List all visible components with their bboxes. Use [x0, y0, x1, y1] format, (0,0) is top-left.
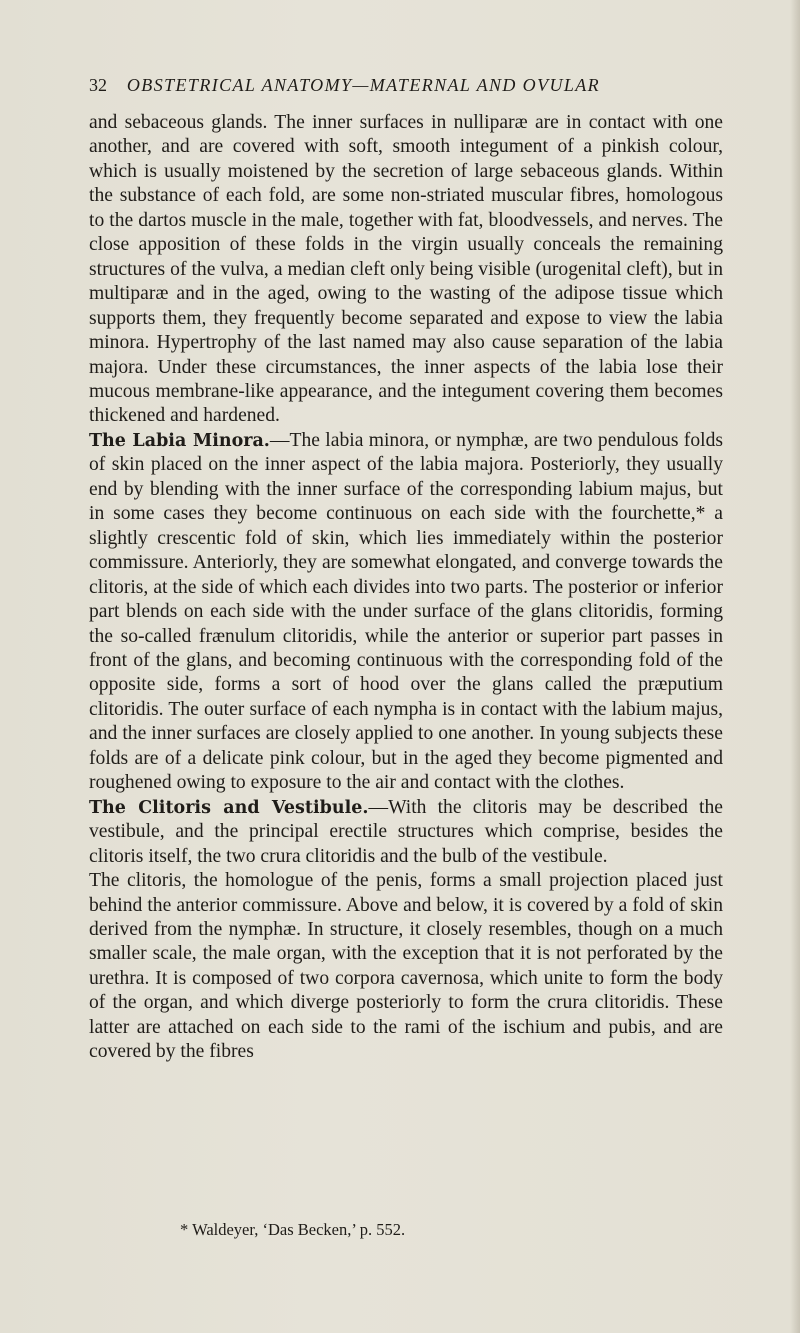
footnote: * Waldeyer, ‘Das Becken,’ p. 552. [180, 1220, 406, 1239]
body-text [89, 111, 723, 1065]
section-heading-labia-minora: The Labia Minora. [89, 430, 270, 451]
paragraph-labia-majora-continued: and sebaceous glands. The inner surfaces in nulliparæ are in contact with one another, and are covered with soft, smooth integument of a pinkish colour, which is usually moistened by the secretion of large sebaceous glands. Within the substance of each fold, are some non-striated muscular fibres, homologous to the dartos muscle in the male, together with fat, bloodvessels, and nerves. The close apposition of these folds in the virgin usually conceals the remaining structures of the vulva, a median cleft only being visible (urogenital cleft), but in multiparæ and in the aged, owing to the wasting of the adipose tissue which supports them, they frequently become separated and expose to view the labia minora. Hypertrophy of the last named may also cause separation of the labia majora. Under these circumstances, the inner aspects of the labia lose their mucous membrane-like appearance, and the integument covering them becomes thickened and hardened. [89, 112, 723, 427]
section-heading-clitoris-vestibule: The Clitoris and Vestibule. [89, 797, 369, 818]
page-edge-shadow [790, 0, 800, 1333]
paragraph-labia-minora-text: —The labia minora, or nymphæ, are two pendulous folds of skin placed on the inner aspect of the labia majora. Posteriorly, they usually end by blending with the inner surface of the corresponding labium majus, but in some cases they become continuous on each side with the fourchette,* a slightly crescentic fold of skin, which lies immediately within the posterior commissure. Anteriorly, they are somewhat elongated, and converge towards the clitoris, at the side of which each divides into two parts. The posterior or inferior part blends on each side with the under surface of the glans clitoridis, forming the so-called frænulum clitoridis, while the anterior or superior part passes in front of the glans, and becoming continuous with the corresponding fold of the opposite side, forms a sort of hood over the glans called the præputium clitoridis. The outer surface of each nympha is in contact with the labium majus, and the inner surfaces are closely applied to one another. In young subjects these folds are of a delicate pink colour, but in the aged they become pigmented and roughened owing to exposure to the air and contact with the clothes. [89, 429, 723, 794]
page-number: 32 [89, 75, 107, 95]
running-title: OBSTETRICAL ANATOMY—MATERNAL AND OVULAR [126, 75, 601, 95]
paragraph-clitoris-vestibule [89, 796, 723, 869]
paragraph-labia-minora [89, 429, 723, 796]
running-header [89, 73, 729, 97]
paragraph-clitoris-structure: The clitoris, the homologue of the penis, forms a small projection placed just behind the anterior commissure. Above and below, it is covered by a fold of skin derived from the nymphæ. In structure, it closely resembles, though on a much smaller scale, the male organ, with the exception that it is not perforated by the urethra. It is composed of two corpora cavernosa, which unite to form the body of the organ, and which diverge posteriorly to form the crura clitoridis. These latter are attached on each side to the rami of the ischium and pubis, and are covered by the fibres [89, 870, 723, 1063]
paragraph-clitoris-vestibule-text: —With the clitoris may be described the vestibule, and the principal erectile structures which comprise, besides the clitoris itself, the two crura clitoridis and the bulb of the vestibule. [89, 796, 723, 867]
